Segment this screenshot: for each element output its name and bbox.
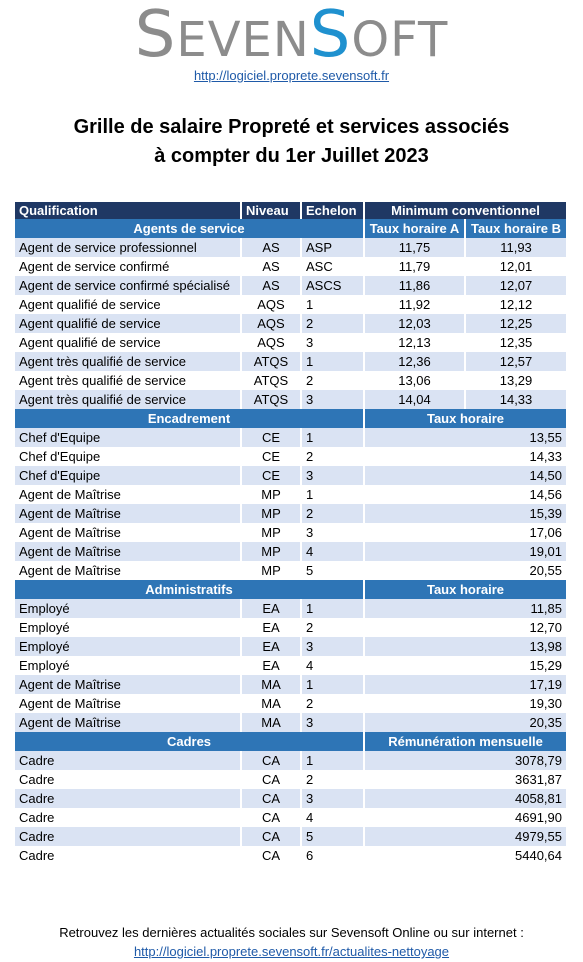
qualification-cell: Employé	[15, 656, 241, 675]
table-row	[15, 789, 567, 808]
niveau-cell: AS	[241, 257, 301, 276]
qualification-cell: Employé	[15, 637, 241, 656]
qualification-cell: Agent qualifié de service	[15, 314, 241, 333]
echelon-cell: 1	[301, 428, 364, 447]
table-row	[15, 333, 567, 352]
page-title	[0, 113, 583, 171]
niveau-cell: AQS	[241, 295, 301, 314]
niveau-cell: MA	[241, 713, 301, 732]
table-row	[15, 523, 567, 542]
footer-link[interactable]: http://logiciel.proprete.sevensoft.fr/actualites-nettoyage	[133, 944, 450, 959]
value-cell: 4979,55	[364, 827, 567, 846]
section-value-header: Rémunération mensuelle	[364, 732, 567, 751]
taux-a-cell: 12,36	[364, 352, 465, 371]
table-row	[15, 599, 567, 618]
niveau-cell: CA	[241, 770, 301, 789]
value-cell: 4058,81	[364, 789, 567, 808]
qualification-cell: Agent de service professionnel	[15, 238, 241, 257]
table-row	[15, 675, 567, 694]
niveau-cell: MA	[241, 694, 301, 713]
qualification-cell: Agent de Maîtrise	[15, 523, 241, 542]
echelon-cell: 1	[301, 599, 364, 618]
value-cell: 14,33	[364, 447, 567, 466]
taux-b-cell: 12,57	[465, 352, 567, 371]
qualification-cell: Chef d'Equipe	[15, 428, 241, 447]
table-row	[15, 257, 567, 276]
table-row	[15, 428, 567, 447]
taux-a-cell: 13,06	[364, 371, 465, 390]
table-row	[15, 637, 567, 656]
qualification-cell: Agent très qualifié de service	[15, 352, 241, 371]
niveau-cell: EA	[241, 637, 301, 656]
value-cell: 3078,79	[364, 751, 567, 770]
echelon-cell: 1	[301, 295, 364, 314]
value-cell: 19,30	[364, 694, 567, 713]
qualification-cell: Agent qualifié de service	[15, 295, 241, 314]
niveau-cell: MP	[241, 542, 301, 561]
echelon-cell: 2	[301, 694, 364, 713]
value-cell: 13,98	[364, 637, 567, 656]
table-row	[15, 713, 567, 732]
echelon-cell: 1	[301, 675, 364, 694]
echelon-cell: 3	[301, 789, 364, 808]
niveau-cell: AS	[241, 276, 301, 295]
echelon-cell: 1	[301, 751, 364, 770]
table-row	[15, 618, 567, 637]
qualification-cell: Chef d'Equipe	[15, 466, 241, 485]
col-echelon: Echelon	[301, 202, 364, 219]
col-niveau: Niveau	[241, 202, 301, 219]
echelon-cell: 3	[301, 637, 364, 656]
echelon-cell: 4	[301, 542, 364, 561]
qualification-cell: Agent de Maîtrise	[15, 694, 241, 713]
niveau-cell: CE	[241, 466, 301, 485]
niveau-cell: EA	[241, 599, 301, 618]
col-taux-a: Taux horaire A	[364, 219, 465, 238]
col-qualification: Qualification	[15, 202, 241, 219]
echelon-cell: 1	[301, 485, 364, 504]
echelon-cell: 4	[301, 656, 364, 675]
niveau-cell: MP	[241, 561, 301, 580]
value-cell: 14,56	[364, 485, 567, 504]
table-row	[15, 808, 567, 827]
niveau-cell: CA	[241, 751, 301, 770]
echelon-cell: 3	[301, 390, 364, 409]
niveau-cell: EA	[241, 618, 301, 637]
echelon-cell: 6	[301, 846, 364, 865]
sevensoft-logo: SEVENSOFT	[134, 0, 449, 72]
table-row	[15, 504, 567, 523]
footer-text: Retrouvez les dernières actualités sociales sur Sevensoft Online ou sur internet :	[59, 925, 524, 940]
niveau-cell: CA	[241, 827, 301, 846]
taux-a-cell: 14,04	[364, 390, 465, 409]
table-row	[15, 770, 567, 789]
table-row	[15, 371, 567, 390]
value-cell: 5440,64	[364, 846, 567, 865]
echelon-cell: 1	[301, 352, 364, 371]
echelon-cell: 3	[301, 713, 364, 732]
niveau-cell: MP	[241, 485, 301, 504]
echelon-cell: ASC	[301, 257, 364, 276]
qualification-cell: Employé	[15, 599, 241, 618]
section-value-header: Taux horaire	[364, 580, 567, 599]
taux-a-cell: 11,86	[364, 276, 465, 295]
niveau-cell: AQS	[241, 314, 301, 333]
qualification-cell: Agent très qualifié de service	[15, 371, 241, 390]
value-cell: 17,19	[364, 675, 567, 694]
qualification-cell: Agent de service confirmé spécialisé	[15, 276, 241, 295]
table-row	[15, 295, 567, 314]
taux-b-cell: 12,12	[465, 295, 567, 314]
value-cell: 3631,87	[364, 770, 567, 789]
taux-a-cell: 11,75	[364, 238, 465, 257]
qualification-cell: Employé	[15, 618, 241, 637]
niveau-cell: ATQS	[241, 390, 301, 409]
value-cell: 14,50	[364, 466, 567, 485]
table-row	[15, 485, 567, 504]
table-row	[15, 390, 567, 409]
title-line-1: Grille de salaire Propreté et services associés	[73, 116, 510, 138]
table-row	[15, 542, 567, 561]
section-header-agents	[15, 219, 567, 238]
salary-table	[15, 202, 568, 865]
taux-b-cell: 12,35	[465, 333, 567, 352]
value-cell: 13,55	[364, 428, 567, 447]
value-cell: 4691,90	[364, 808, 567, 827]
echelon-cell: 3	[301, 466, 364, 485]
qualification-cell: Cadre	[15, 751, 241, 770]
echelon-cell: 2	[301, 504, 364, 523]
qualification-cell: Agent de Maîtrise	[15, 485, 241, 504]
qualification-cell: Cadre	[15, 789, 241, 808]
echelon-cell: 5	[301, 827, 364, 846]
table-row	[15, 352, 567, 371]
niveau-cell: EA	[241, 656, 301, 675]
echelon-cell: 2	[301, 314, 364, 333]
value-cell: 20,35	[364, 713, 567, 732]
value-cell: 11,85	[364, 599, 567, 618]
table-row	[15, 827, 567, 846]
qualification-cell: Agent de Maîtrise	[15, 504, 241, 523]
table-header-row	[15, 202, 567, 219]
echelon-cell: 2	[301, 618, 364, 637]
section-title: Encadrement	[15, 409, 364, 428]
title-line-2: à compter du 1er Juillet 2023	[154, 145, 429, 167]
qualification-cell: Chef d'Equipe	[15, 447, 241, 466]
echelon-cell: 5	[301, 561, 364, 580]
qualification-cell: Agent de Maîtrise	[15, 675, 241, 694]
value-cell: 17,06	[364, 523, 567, 542]
niveau-cell: AQS	[241, 333, 301, 352]
value-cell: 20,55	[364, 561, 567, 580]
qualification-cell: Agent très qualifié de service	[15, 390, 241, 409]
value-cell: 19,01	[364, 542, 567, 561]
section-value-header: Taux horaire	[364, 409, 567, 428]
echelon-cell: 2	[301, 371, 364, 390]
qualification-cell: Agent qualifié de service	[15, 333, 241, 352]
taux-b-cell: 13,29	[465, 371, 567, 390]
taux-a-cell: 12,03	[364, 314, 465, 333]
table-row	[15, 846, 567, 865]
table-row	[15, 276, 567, 295]
table-row	[15, 466, 567, 485]
taux-a-cell: 11,92	[364, 295, 465, 314]
section-title: Agents de service	[15, 219, 364, 238]
taux-b-cell: 11,93	[465, 238, 567, 257]
niveau-cell: CE	[241, 447, 301, 466]
echelon-cell: ASP	[301, 238, 364, 257]
niveau-cell: CA	[241, 846, 301, 865]
section-header-administratifs	[15, 580, 567, 599]
niveau-cell: MP	[241, 504, 301, 523]
table-row	[15, 751, 567, 770]
section-header-cadres	[15, 732, 567, 751]
value-cell: 15,29	[364, 656, 567, 675]
niveau-cell: MA	[241, 675, 301, 694]
taux-a-cell: 11,79	[364, 257, 465, 276]
table-row	[15, 447, 567, 466]
niveau-cell: CA	[241, 789, 301, 808]
niveau-cell: CE	[241, 428, 301, 447]
qualification-cell: Cadre	[15, 770, 241, 789]
taux-b-cell: 12,07	[465, 276, 567, 295]
qualification-cell: Agent de Maîtrise	[15, 713, 241, 732]
section-header-encadrement	[15, 409, 567, 428]
table-row	[15, 694, 567, 713]
taux-b-cell: 12,01	[465, 257, 567, 276]
col-minimum: Minimum conventionnel	[364, 202, 567, 219]
niveau-cell: ATQS	[241, 371, 301, 390]
niveau-cell: ATQS	[241, 352, 301, 371]
section-title: Cadres	[15, 732, 364, 751]
value-cell: 15,39	[364, 504, 567, 523]
table-row	[15, 561, 567, 580]
value-cell: 12,70	[364, 618, 567, 637]
echelon-cell: 4	[301, 808, 364, 827]
col-taux-b: Taux horaire B	[465, 219, 567, 238]
taux-b-cell: 14,33	[465, 390, 567, 409]
qualification-cell: Cadre	[15, 808, 241, 827]
echelon-cell: 2	[301, 770, 364, 789]
niveau-cell: MP	[241, 523, 301, 542]
qualification-cell: Agent de service confirmé	[15, 257, 241, 276]
echelon-cell: ASCS	[301, 276, 364, 295]
qualification-cell: Cadre	[15, 827, 241, 846]
qualification-cell: Agent de Maîtrise	[15, 561, 241, 580]
qualification-cell: Agent de Maîtrise	[15, 542, 241, 561]
niveau-cell: CA	[241, 808, 301, 827]
niveau-cell: AS	[241, 238, 301, 257]
echelon-cell: 2	[301, 447, 364, 466]
table-row	[15, 314, 567, 333]
echelon-cell: 3	[301, 333, 364, 352]
site-link[interactable]: http://logiciel.proprete.sevensoft.fr	[193, 68, 390, 83]
table-row	[15, 238, 567, 257]
table-row	[15, 656, 567, 675]
qualification-cell: Cadre	[15, 846, 241, 865]
taux-b-cell: 12,25	[465, 314, 567, 333]
echelon-cell: 3	[301, 523, 364, 542]
section-title: Administratifs	[15, 580, 364, 599]
taux-a-cell: 12,13	[364, 333, 465, 352]
